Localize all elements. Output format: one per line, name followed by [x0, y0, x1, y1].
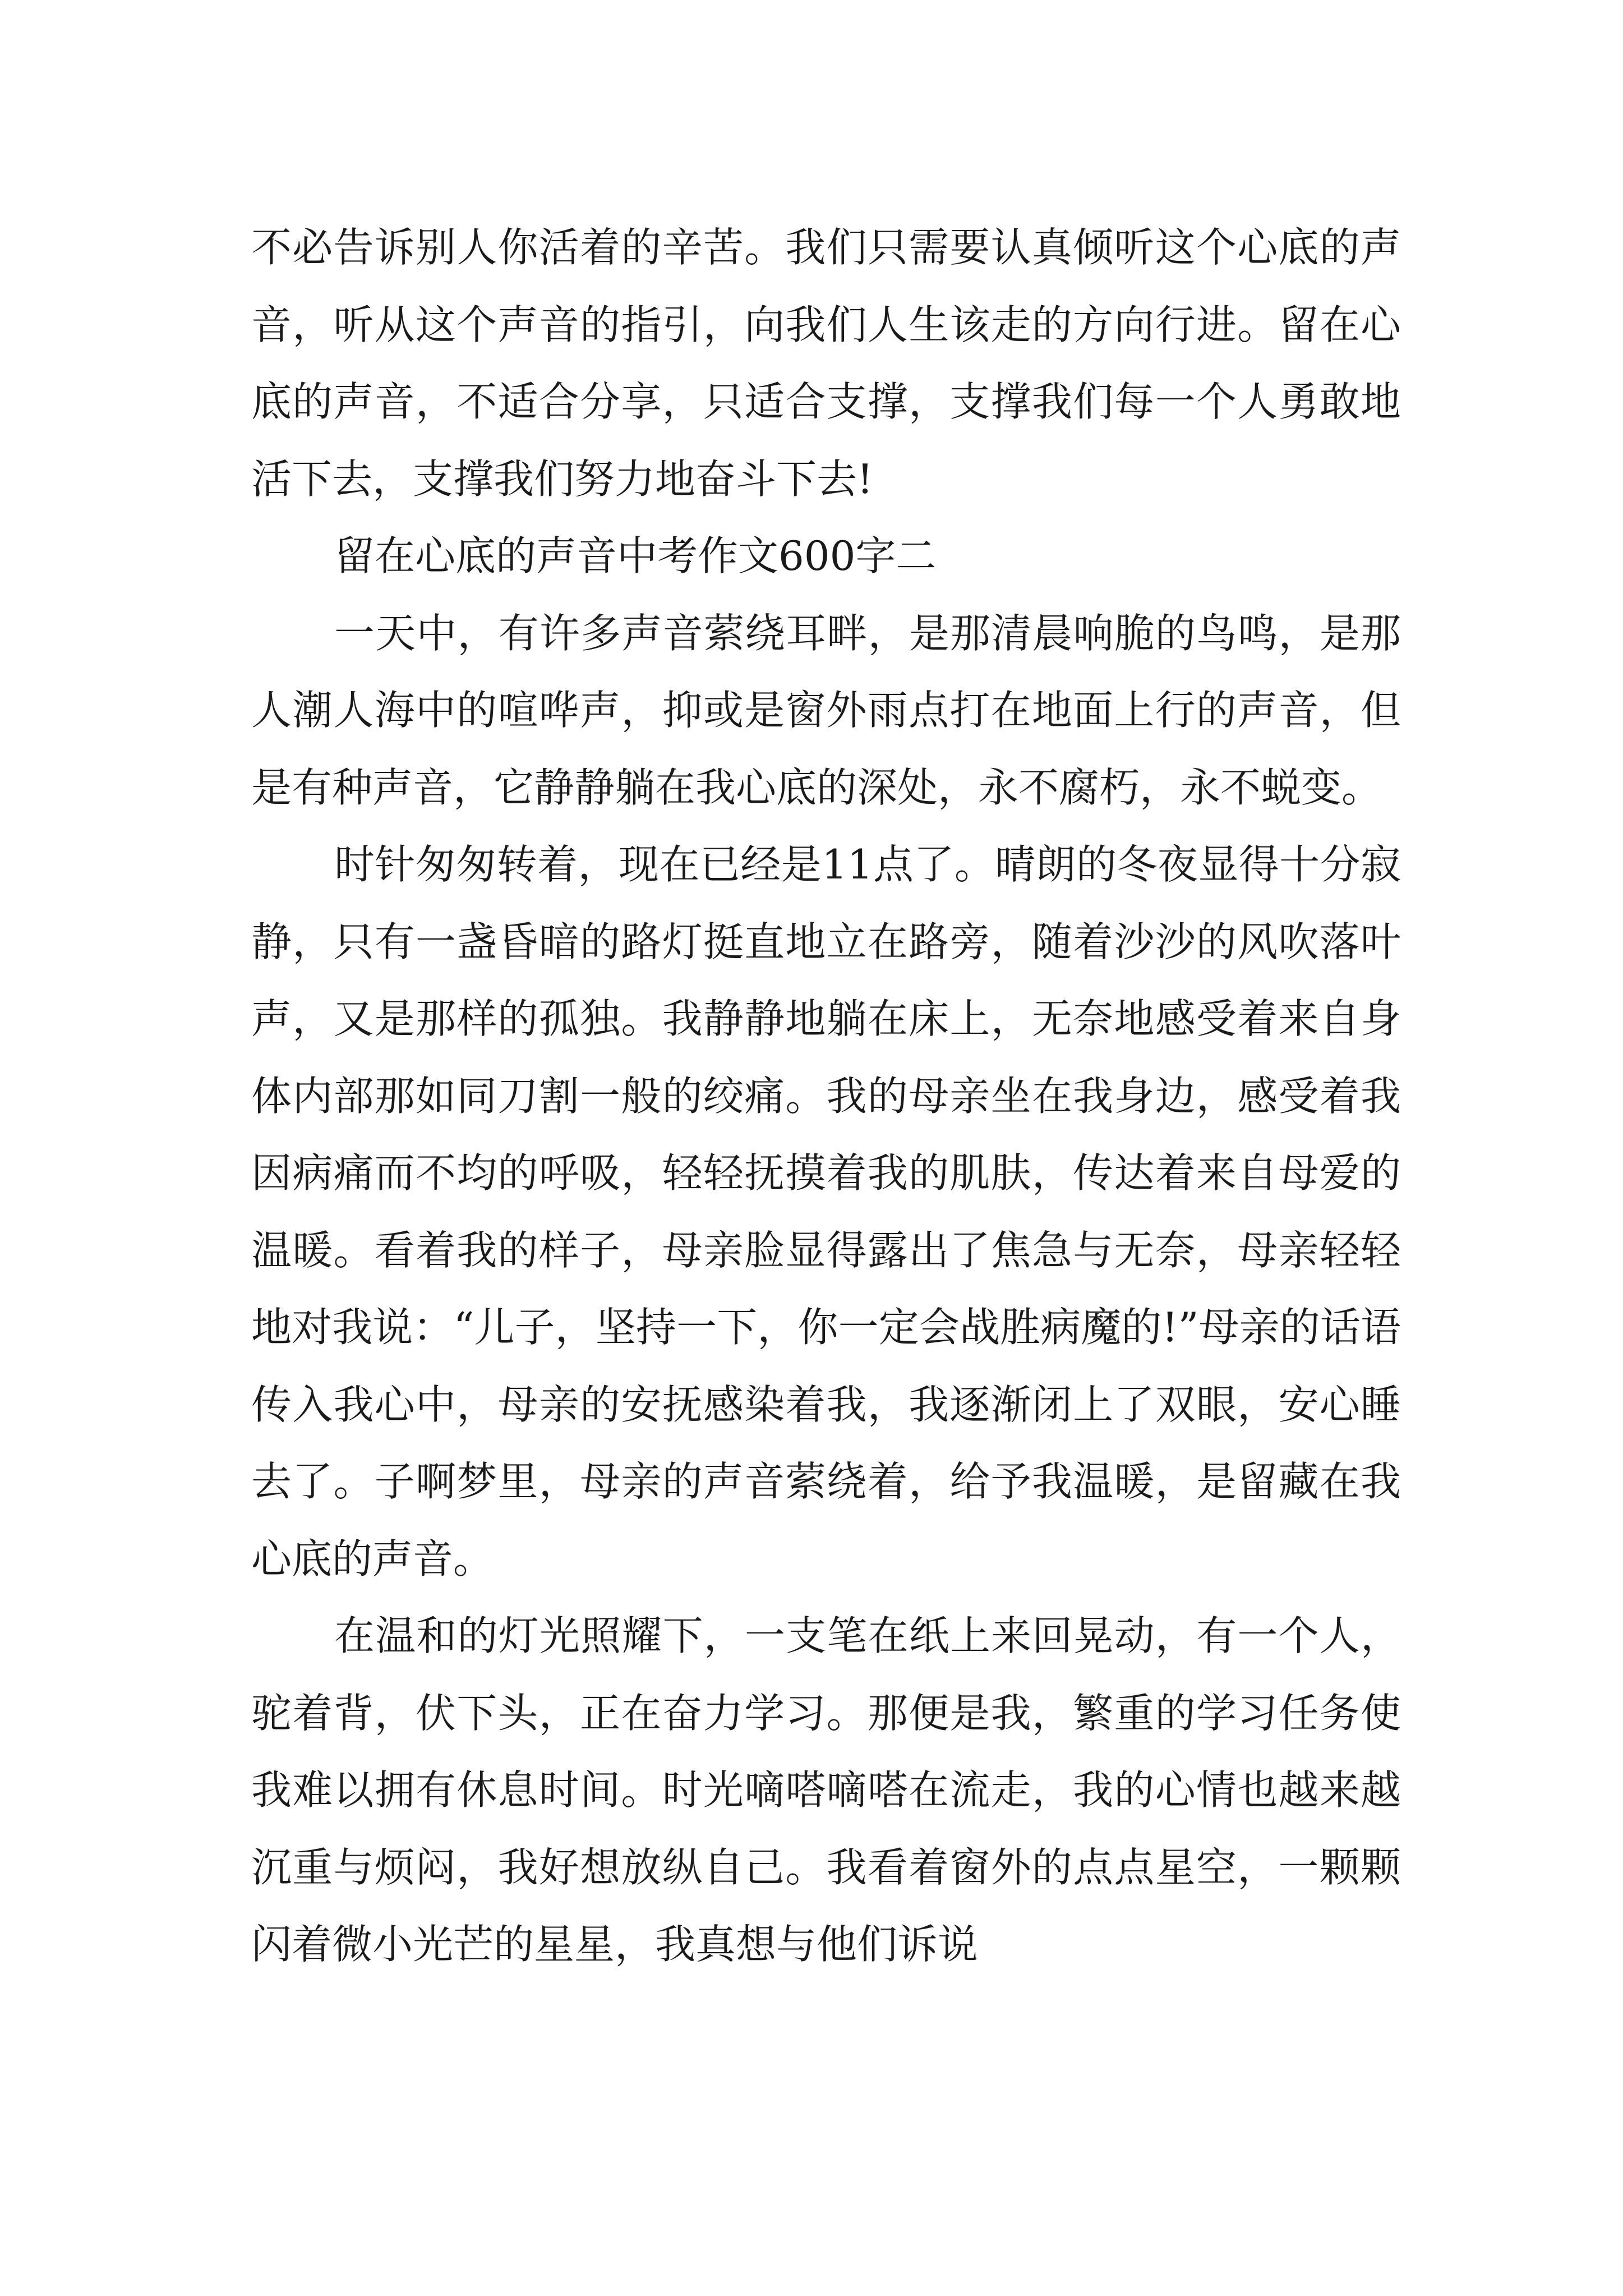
- essay-paragraph-2: 一天中，有许多声音萦绕耳畔，是那清晨响脆的鸟鸣，是那人潮人海中的喧哗声，抑或是窗外雨点打在地面上行的声音，但是有种声音，它静静躺在我心底的深处，永不腐朽，永不蜕变。: [251, 609, 1401, 811]
- essay-body: [251, 209, 1401, 1984]
- essay-paragraph-1: 不必告诉别人你活着的辛苦。我们只需要认真倾听这个心底的声音，听从这个声音的指引，向我们人生该走的方向行进。留在心底的声音，不适合分享，只适合支撑，支撑我们每一个人勇敢地活下去，支撑我们努力地奋斗下去!: [251, 224, 1401, 503]
- essay-paragraph-4: 在温和的灯光照耀下，一支笔在纸上来回晃动，有一个人，驼着背，伏下头，正在奋力学习。那便是我，繁重的学习任务使我难以拥有休息时间。时光嘀嗒嘀嗒在流走，我的心情也越来越沉重与烦闷，我好想放纵自己。我看着窗外的点点星空，一颗颗闪着微小光芒的星星，我真想与他们诉说: [251, 1612, 1401, 1968]
- essay-paragraph-3: 时针匆匆转着，现在已经是11点了。晴朗的冬夜显得十分寂静，只有一盏昏暗的路灯挺直地立在路旁，随着沙沙的风吹落叶声，又是那样的孤独。我静静地躺在床上，无奈地感受着来自身体内部那如同刀割一般的绞痛。我的母亲坐在我身边，感受着我因病痛而不均的呼吸，轻轻抚摸着我的肌肤，传达着来自母爱的温暖。看着我的样子，母亲脸显得露出了焦急与无奈，母亲轻轻地对我说：“儿子，坚持一下，你一定会战胜病魔的!”母亲的话语传入我心中，母亲的安抚感染着我，我逐渐闭上了双眼，安心睡去了。子啊梦里，母亲的声音萦绕着，给予我温暖，是留藏在我心底的声音。: [251, 841, 1401, 1582]
- essay-section-heading: 留在心底的声音中考作文600字二: [334, 532, 937, 579]
